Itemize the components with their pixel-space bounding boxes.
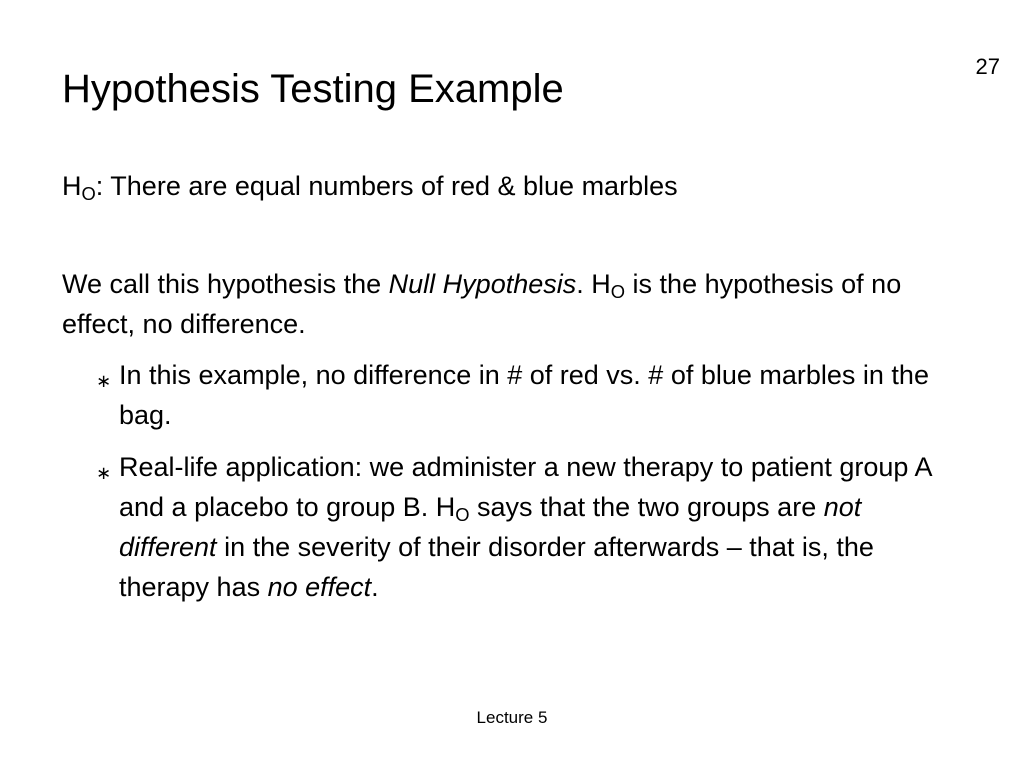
bullet-text: In this example, no difference in # of red vs. # of blue marbles in the bag. bbox=[119, 360, 929, 430]
null-hypothesis-term: Null Hypothesis bbox=[388, 269, 577, 299]
bullet-text-1: Real-life application: we administer a new therapy to patient group A and a placebo to group B. H bbox=[119, 452, 931, 522]
h-subscript: O bbox=[455, 504, 470, 526]
bullet-text-4: . bbox=[371, 572, 379, 602]
statement-text: : There are equal numbers of red & blue marbles bbox=[95, 171, 678, 201]
null-hypothesis-statement bbox=[62, 166, 962, 206]
asterisk-bullet-icon: ∗ bbox=[96, 463, 112, 483]
bullet-text-3: in the severity of their disorder afterwards – that is, the therapy has bbox=[119, 532, 874, 602]
bullet-therapy-example bbox=[96, 447, 956, 607]
not-different-term: not different bbox=[119, 492, 862, 562]
h-subscript: O bbox=[610, 281, 626, 303]
h-letter: H bbox=[62, 171, 82, 201]
h-subscript: O bbox=[81, 183, 96, 205]
paragraph-text-1: We call this hypothesis the bbox=[62, 269, 389, 299]
paragraph-text-2: . H bbox=[576, 269, 611, 299]
no-effect-term: no effect bbox=[267, 572, 372, 602]
bullet-text-2: says that the two groups are bbox=[469, 492, 824, 522]
footer-lecture-label: Lecture 5 bbox=[476, 708, 548, 727]
asterisk-bullet-icon: ∗ bbox=[96, 371, 112, 391]
page-number: 27 bbox=[975, 54, 1000, 79]
null-hypothesis-paragraph bbox=[62, 264, 962, 344]
bullet-marbles-example bbox=[96, 355, 956, 435]
slide-title: Hypothesis Testing Example bbox=[62, 67, 564, 111]
paragraph-text-3: is the hypothesis of no effect, no difference. bbox=[62, 269, 902, 339]
